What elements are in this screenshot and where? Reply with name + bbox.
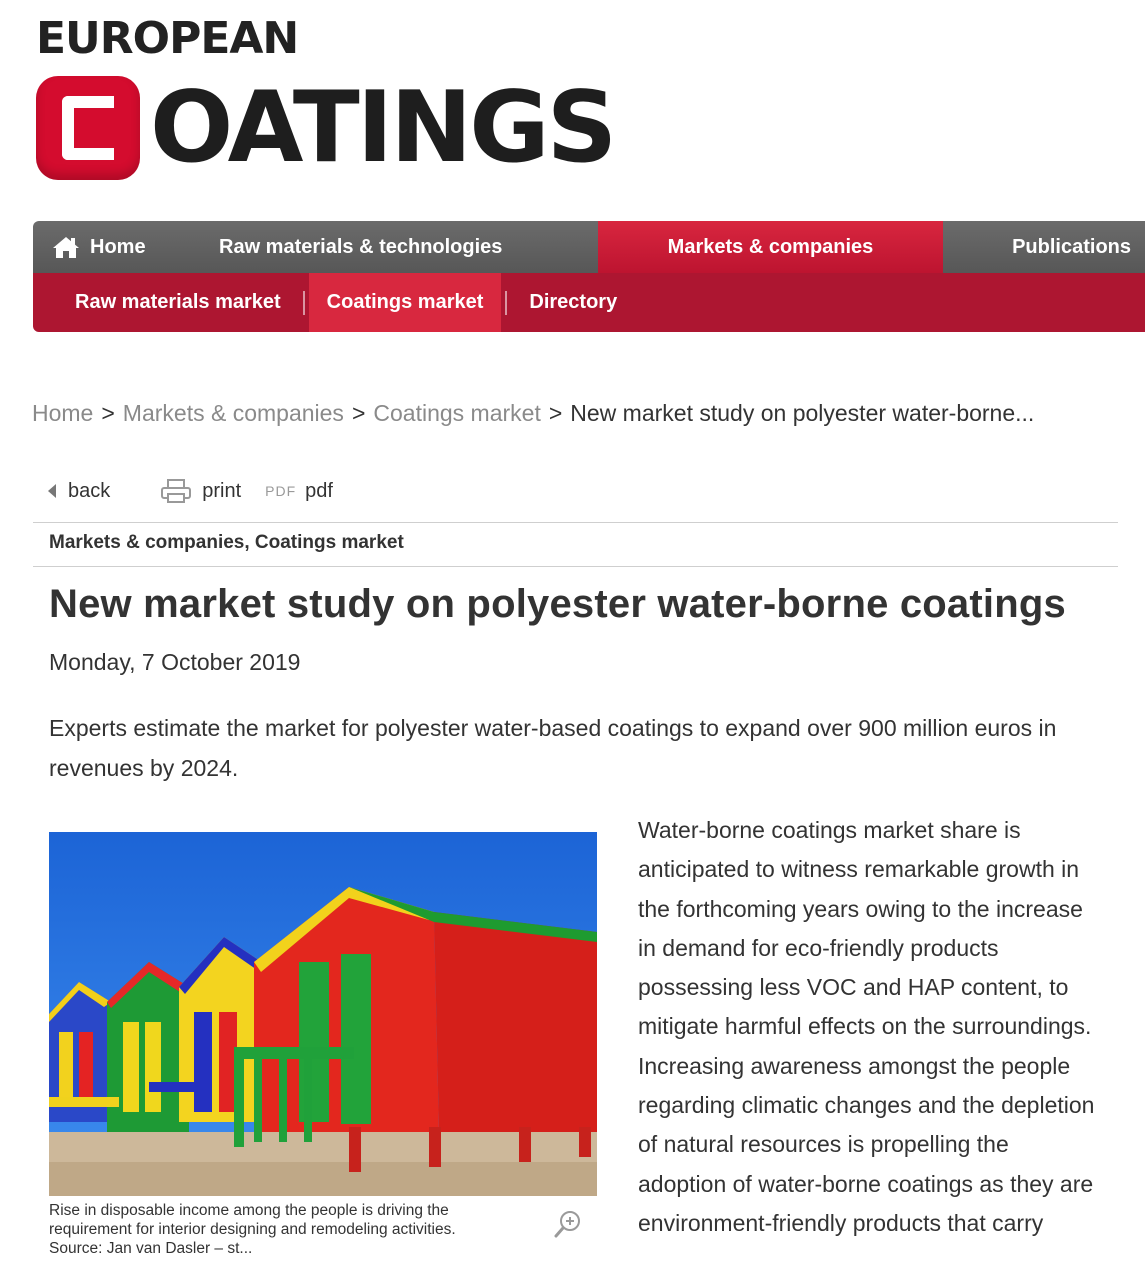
home-icon — [51, 235, 81, 259]
subnav-separator — [505, 291, 507, 315]
divider — [33, 566, 1118, 567]
print-label: print — [202, 479, 242, 502]
breadcrumb-home[interactable]: Home — [32, 400, 94, 426]
article-title: New market study on polyester water-borne coatings — [49, 582, 1066, 626]
nav-home-label: Home — [90, 235, 146, 258]
subnav-directory[interactable]: Directory — [529, 291, 618, 313]
article-body: Water-borne coatings market share is anticipated to witness remarkable growth in the forthcoming years owing to the increase in demand for eco-friendly products possessing less VOC and HAP content, to mitigate harmful effects on the surroundings. Increasing awareness amongst the people regarding climatic changes and the depletion of natural resources is propelling the adoption of water-borne coatings as they are environment-friendly products that carry — [638, 817, 1095, 1236]
article-date: Monday, 7 October 2019 — [49, 649, 301, 675]
breadcrumb — [32, 400, 1034, 427]
pdf-label: pdf — [305, 479, 333, 502]
nav-markets-companies[interactable]: Markets & companies — [598, 221, 943, 273]
pdf-button[interactable] — [265, 480, 333, 503]
breadcrumb-separator: > — [101, 400, 115, 426]
sub-navigation — [33, 273, 1145, 332]
main-navigation — [33, 221, 1145, 273]
subnav-coatings-market[interactable]: Coatings market — [309, 273, 502, 332]
nav-publications[interactable]: Publications — [1012, 235, 1131, 258]
divider — [33, 522, 1118, 523]
breadcrumb-current: New market study on polyester water-borne... — [570, 400, 1035, 426]
logo-coatings: OATINGS — [150, 71, 615, 185]
zoom-in-icon[interactable] — [553, 1209, 583, 1239]
logo-c-mark — [36, 76, 140, 180]
article-lead: Experts estimate the market for polyester water-based coatings to expand over 900 million euros in revenues by 2024. — [49, 715, 1057, 781]
image-caption: Rise in disposable income among the people is driving the requirement for interior designing and remodeling activities. Source: Jan van Dasler – st... — [49, 1202, 456, 1257]
logo-european: EUROPEAN — [36, 13, 299, 64]
pdf-icon: PDF — [265, 483, 297, 499]
nav-raw-materials[interactable]: Raw materials & technologies — [219, 235, 503, 258]
breadcrumb-coatings-market[interactable]: Coatings market — [373, 400, 541, 426]
article-category: Markets & companies, Coatings market — [49, 532, 404, 553]
breadcrumb-separator: > — [351, 400, 366, 426]
print-button[interactable] — [160, 478, 241, 504]
subnav-separator — [303, 291, 305, 315]
subnav-raw-materials-market[interactable]: Raw materials market — [75, 291, 281, 313]
breadcrumb-separator: > — [548, 400, 563, 426]
article-figure — [49, 832, 597, 1258]
nav-home[interactable] — [33, 221, 219, 273]
back-arrow-icon — [48, 484, 56, 498]
beach-huts-image[interactable] — [49, 832, 597, 1196]
breadcrumb-markets-companies[interactable]: Markets & companies — [122, 400, 344, 426]
site-logo[interactable] — [36, 12, 615, 185]
article-toolbar — [48, 476, 333, 506]
back-button[interactable] — [48, 480, 110, 503]
printer-icon — [160, 478, 192, 504]
back-label: back — [68, 479, 111, 502]
